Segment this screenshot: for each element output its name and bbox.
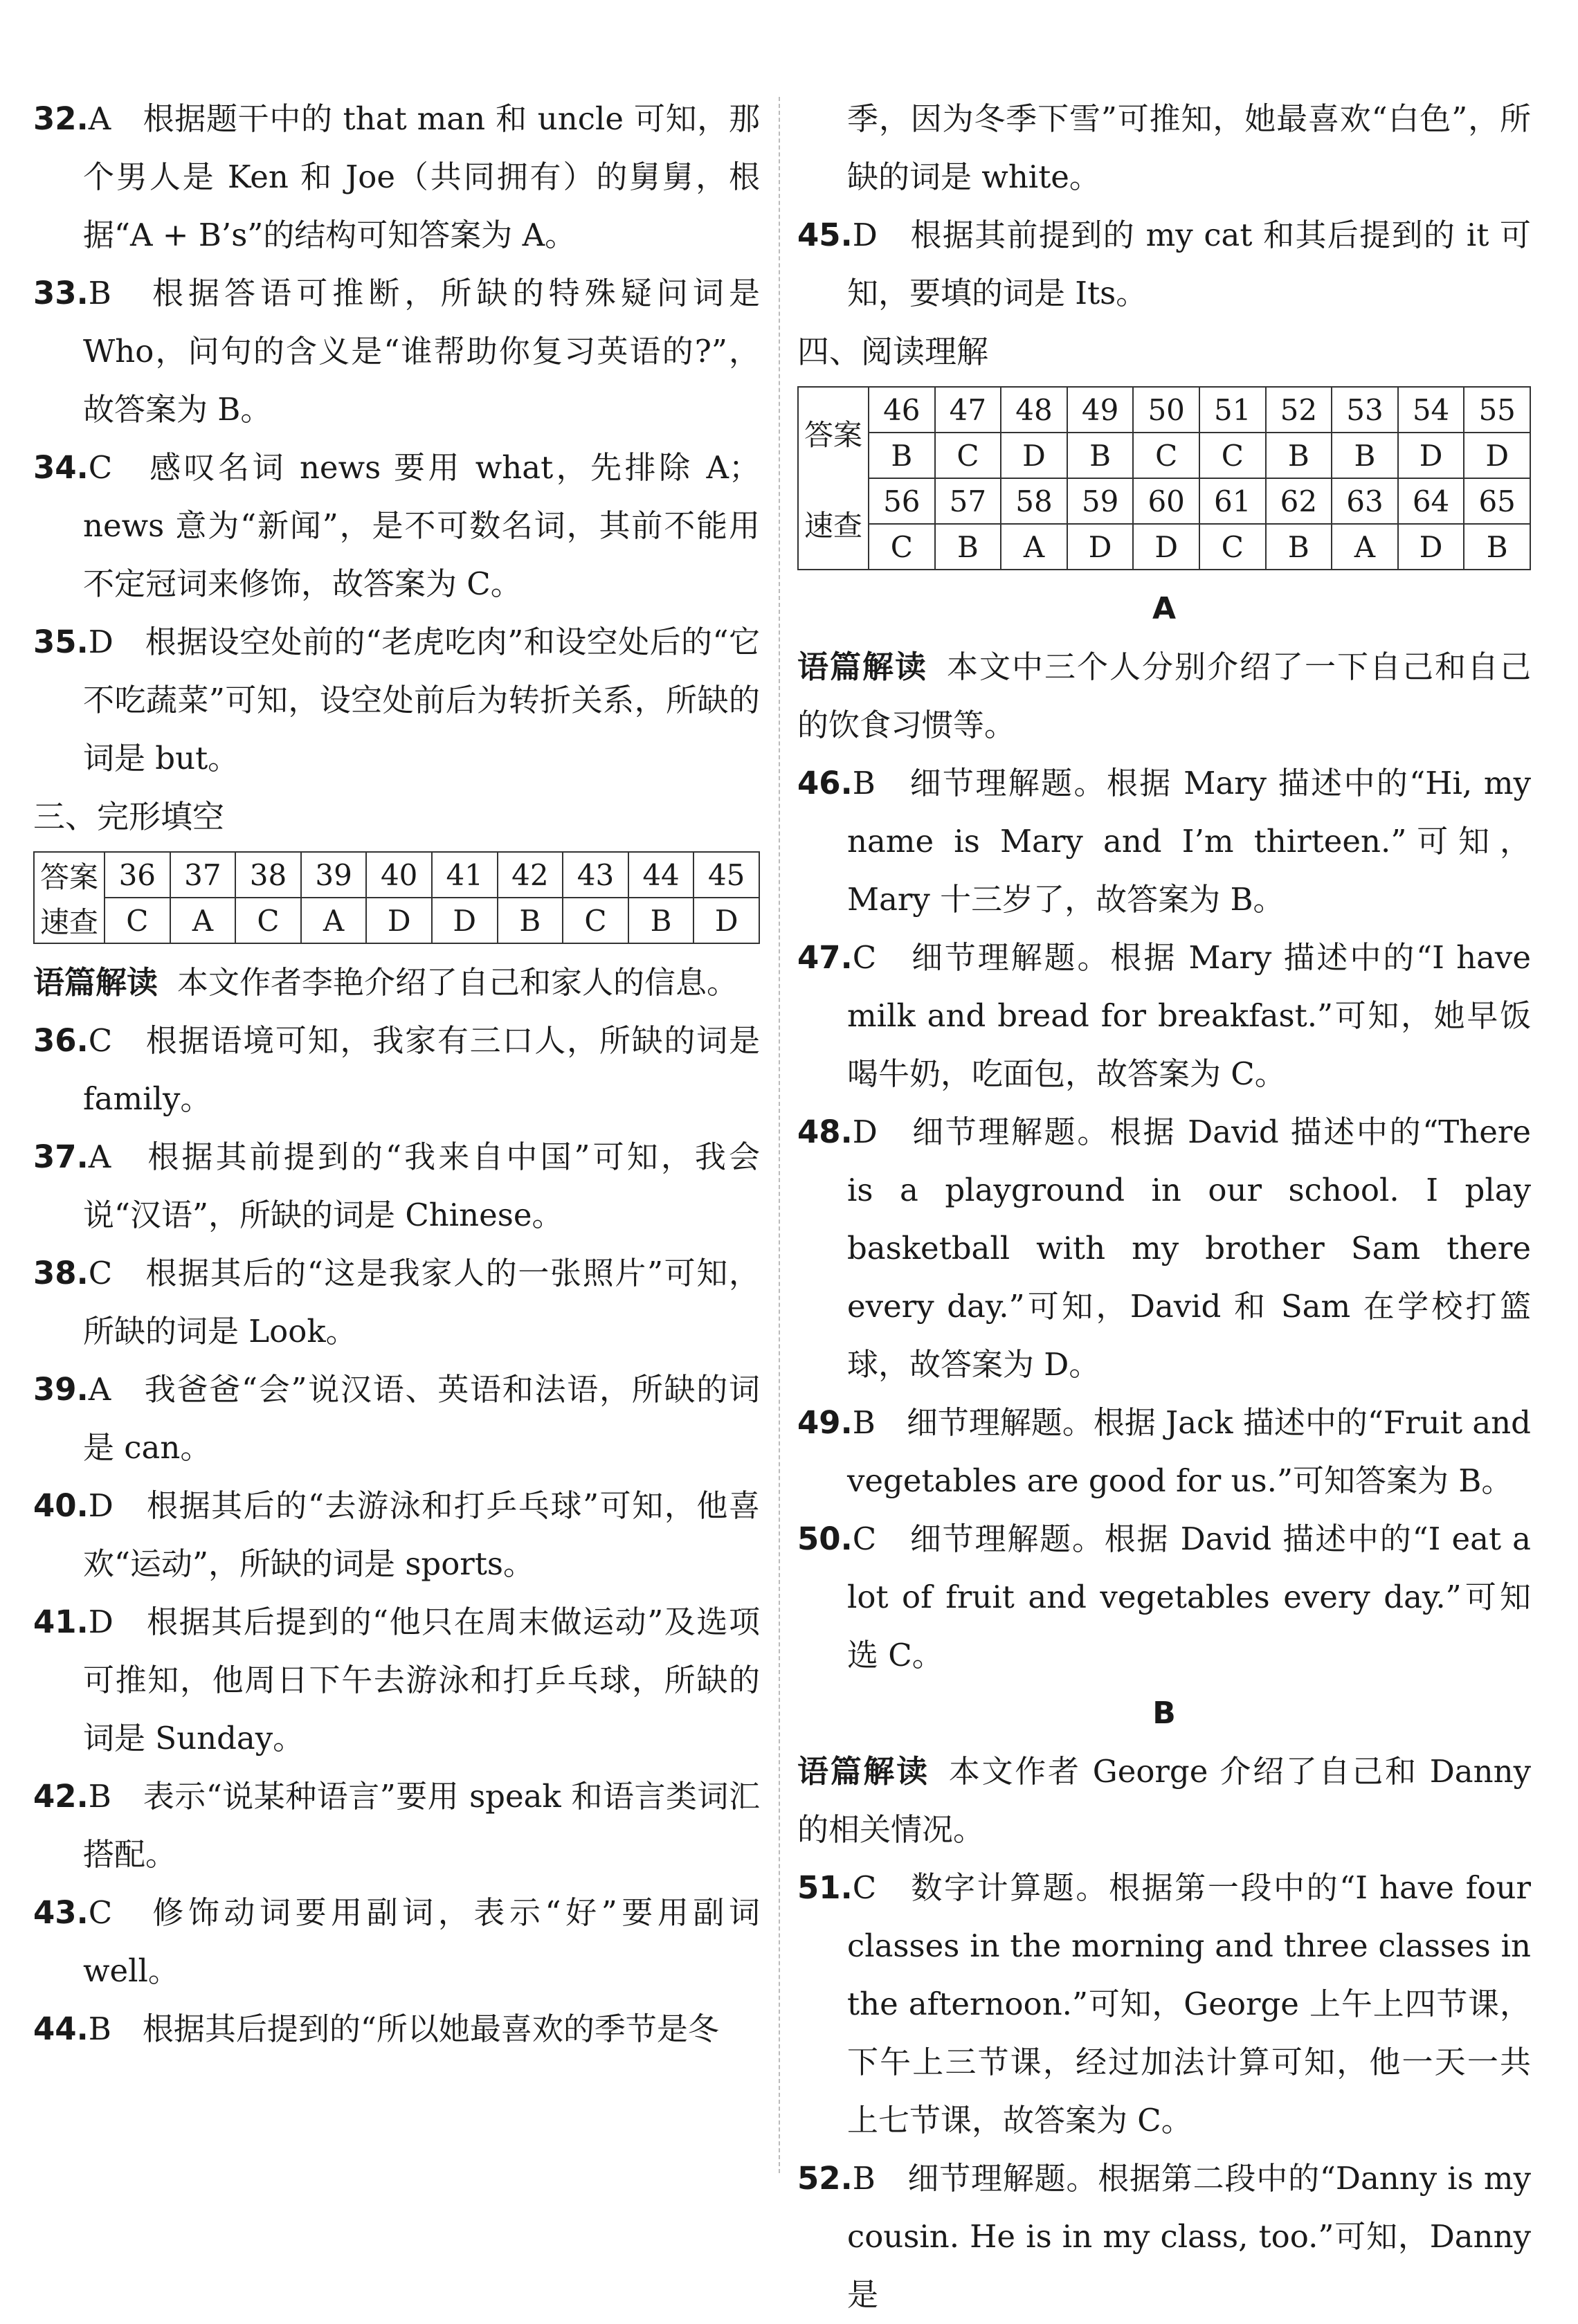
item-43: 43.C 修饰动词要用副词，表示“好”要用副词 well。 xyxy=(33,1894,760,1989)
table-label-top: 答案 xyxy=(798,387,869,478)
table-cell: D xyxy=(693,898,759,943)
table-cell: B xyxy=(1332,433,1398,478)
item-36: 36.C 根据语境可知，我家有三口人，所缺的词是 family。 xyxy=(33,1022,760,1117)
table-cell: 41 xyxy=(432,852,498,898)
table-cell: 42 xyxy=(498,852,563,898)
table-label-bottom: 速查 xyxy=(798,478,869,570)
section-title-reading: 四、阅读理解 xyxy=(797,333,988,370)
table-cell: B xyxy=(1266,524,1332,570)
item-32: 32.A 根据题干中的 that man 和 uncle 可知，那个男人是 Ken 和 Joe（共同拥有）的舅舅，根据“A + B’s”的结构可知答案为 A。 xyxy=(33,100,760,253)
table-cell: 37 xyxy=(170,852,236,898)
table-cell: 56 xyxy=(869,478,935,524)
reading-note-b: 语篇解读 本文作者 George 介绍了自己和 Danny 的相关情况。 xyxy=(797,1753,1531,1848)
table-cell: 43 xyxy=(563,852,628,898)
table-cell: A xyxy=(301,898,367,943)
table-cell: 61 xyxy=(1199,478,1266,524)
table-cell: C xyxy=(1199,524,1266,570)
table-cell: B xyxy=(498,898,563,943)
table-cell: A xyxy=(1001,524,1067,570)
item-35: 35.D 根据设空处前的“老虎吃肉”和设空处后的“它不吃蔬菜”可知，设空处前后为转折关系，所缺的词是 but。 xyxy=(33,624,760,777)
passage-a-title: A xyxy=(1152,591,1177,626)
item-51: 51.C 数字计算题。根据第一段中的“I have four classes in the morning and three classes in the afternoon.”可知，George 上午上四节课，下午上三节课，经过加法计算可知，他一天一共上七节课，故答案为 C。 xyxy=(797,1869,1531,2139)
table-cell: D xyxy=(1398,524,1464,570)
table-cell: 45 xyxy=(693,852,759,898)
table-cell: B xyxy=(935,524,1001,570)
table-cell: D xyxy=(1067,524,1134,570)
table-cell: C xyxy=(1133,433,1199,478)
table-cell: B xyxy=(1266,433,1332,478)
table-cell: C xyxy=(869,524,935,570)
table-cell: 51 xyxy=(1199,387,1266,433)
table-cell: 59 xyxy=(1067,478,1134,524)
item-39: 39.A 我爸爸“会”说汉语、英语和法语，所缺的词是 can。 xyxy=(33,1371,760,1466)
answer-table-cloze xyxy=(33,851,760,944)
table-cell: 38 xyxy=(235,852,301,898)
table-cell: D xyxy=(1398,433,1464,478)
item-38: 38.C 根据其后的“这是我家人的一张照片”可知，所缺的词是 Look。 xyxy=(33,1255,760,1350)
table-cell: 46 xyxy=(869,387,935,433)
table-cell: A xyxy=(170,898,236,943)
item-42: 42.B 表示“说某种语言”要用 speak 和语言类词汇搭配。 xyxy=(33,1778,760,1873)
table-cell: D xyxy=(1464,433,1530,478)
table-label-top: 答案 xyxy=(34,852,105,898)
right-column xyxy=(797,90,1531,2324)
table-cell: 55 xyxy=(1464,387,1530,433)
item-45: 45.D 根据其前提到的 my cat 和其后提到的 it 可知，要填的词是 Its。 xyxy=(797,217,1531,311)
table-cell: 49 xyxy=(1067,387,1134,433)
item-37: 37.A 根据其前提到的“我来自中国”可知，我会说“汉语”，所缺的词是 Chinese。 xyxy=(33,1138,760,1233)
table-cell: B xyxy=(628,898,694,943)
item-41: 41.D 根据其后提到的“他只在周末做运动”及选项可推知，他周日下午去游泳和打乒乓球，所缺的词是 Sunday。 xyxy=(33,1604,760,1756)
table-cell: A xyxy=(1332,524,1398,570)
table-cell: 58 xyxy=(1001,478,1067,524)
item-50: 50.C 细节理解题。根据 David 描述中的“I eat a lot of fruit and vegetables every day.”可知选 C。 xyxy=(797,1520,1531,1673)
item-44: 44.B 根据其后提到的“所以她最喜欢的季节是冬 xyxy=(33,2010,719,2047)
table-cell: D xyxy=(366,898,432,943)
table-cell: C xyxy=(1199,433,1266,478)
answer-table-reading xyxy=(797,386,1531,570)
table-cell: 44 xyxy=(628,852,694,898)
table-cell: 65 xyxy=(1464,478,1530,524)
table-cell: B xyxy=(1464,524,1530,570)
table-cell: D xyxy=(432,898,498,943)
table-cell: C xyxy=(105,898,170,943)
reading-note-cloze: 语篇解读 本文作者李艳介绍了自己和家人的信息。 xyxy=(33,964,738,1001)
table-cell: C xyxy=(935,433,1001,478)
item-33: 33.B 根据答语可推断，所缺的特殊疑问词是 Who，问句的含义是“谁帮助你复习英语的?”，故答案为 B。 xyxy=(33,275,760,428)
table-cell: B xyxy=(1067,433,1134,478)
passage-b-title: B xyxy=(1152,1696,1176,1731)
item-44-continued: 季，因为冬季下雪”可推知，她最喜欢“白色”，所缺的词是 white。 xyxy=(847,100,1531,195)
table-cell: 39 xyxy=(301,852,367,898)
section-title-cloze: 三、完形填空 xyxy=(33,798,224,835)
item-40: 40.D 根据其后的“去游泳和打乒乓球”可知，他喜欢“运动”，所缺的词是 sports。 xyxy=(33,1487,760,1582)
table-cell: 53 xyxy=(1332,387,1398,433)
table-cell: 62 xyxy=(1266,478,1332,524)
item-47: 47.C 细节理解题。根据 Mary 描述中的“I have milk and bread for breakfast.”可知，她早饭喝牛奶，吃面包，故答案为 C。 xyxy=(797,939,1531,1092)
column-divider xyxy=(779,97,780,2173)
item-48: 48.D 细节理解题。根据 David 描述中的“There is a playground in our school. I play basketball with my brother Sam there every day.”可知，David 和 Sam 在学校打篮球，故答案为 D。 xyxy=(797,1114,1531,1383)
table-cell: C xyxy=(563,898,628,943)
table-cell: 57 xyxy=(935,478,1001,524)
item-34: 34.C 感叹名词 news 要用 what，先排除 A；news 意为“新闻”，是不可数名词，其前不能用不定冠词来修饰，故答案为 C。 xyxy=(33,449,760,602)
table-cell: 47 xyxy=(935,387,1001,433)
item-52: 52.B 细节理解题。根据第二段中的“Danny is my cousin. He is in my class, too.”可知，Danny 是 xyxy=(797,2160,1531,2313)
table-cell: D xyxy=(1133,524,1199,570)
table-cell: 64 xyxy=(1398,478,1464,524)
table-cell: D xyxy=(1001,433,1067,478)
item-49: 49.B 细节理解题。根据 Jack 描述中的“Fruit and vegetables are good for us.”可知答案为 B。 xyxy=(797,1404,1531,1499)
table-cell: 60 xyxy=(1133,478,1199,524)
item-46: 46.B 细节理解题。根据 Mary 描述中的“Hi, my name is Mary and I’m thirteen.”可知，Mary 十三岁了，故答案为 B。 xyxy=(797,765,1531,918)
table-cell: 48 xyxy=(1001,387,1067,433)
table-cell: 50 xyxy=(1133,387,1199,433)
table-cell: 63 xyxy=(1332,478,1398,524)
table-cell: 52 xyxy=(1266,387,1332,433)
table-cell: B xyxy=(869,433,935,478)
table-label-bottom: 速查 xyxy=(34,898,105,943)
reading-note-a: 语篇解读 本文中三个人分别介绍了一下自己和自己的饮食习惯等。 xyxy=(797,648,1531,743)
left-column xyxy=(33,90,760,2058)
table-cell: 40 xyxy=(366,852,432,898)
table-cell: 54 xyxy=(1398,387,1464,433)
table-cell: C xyxy=(235,898,301,943)
table-cell: 36 xyxy=(105,852,170,898)
